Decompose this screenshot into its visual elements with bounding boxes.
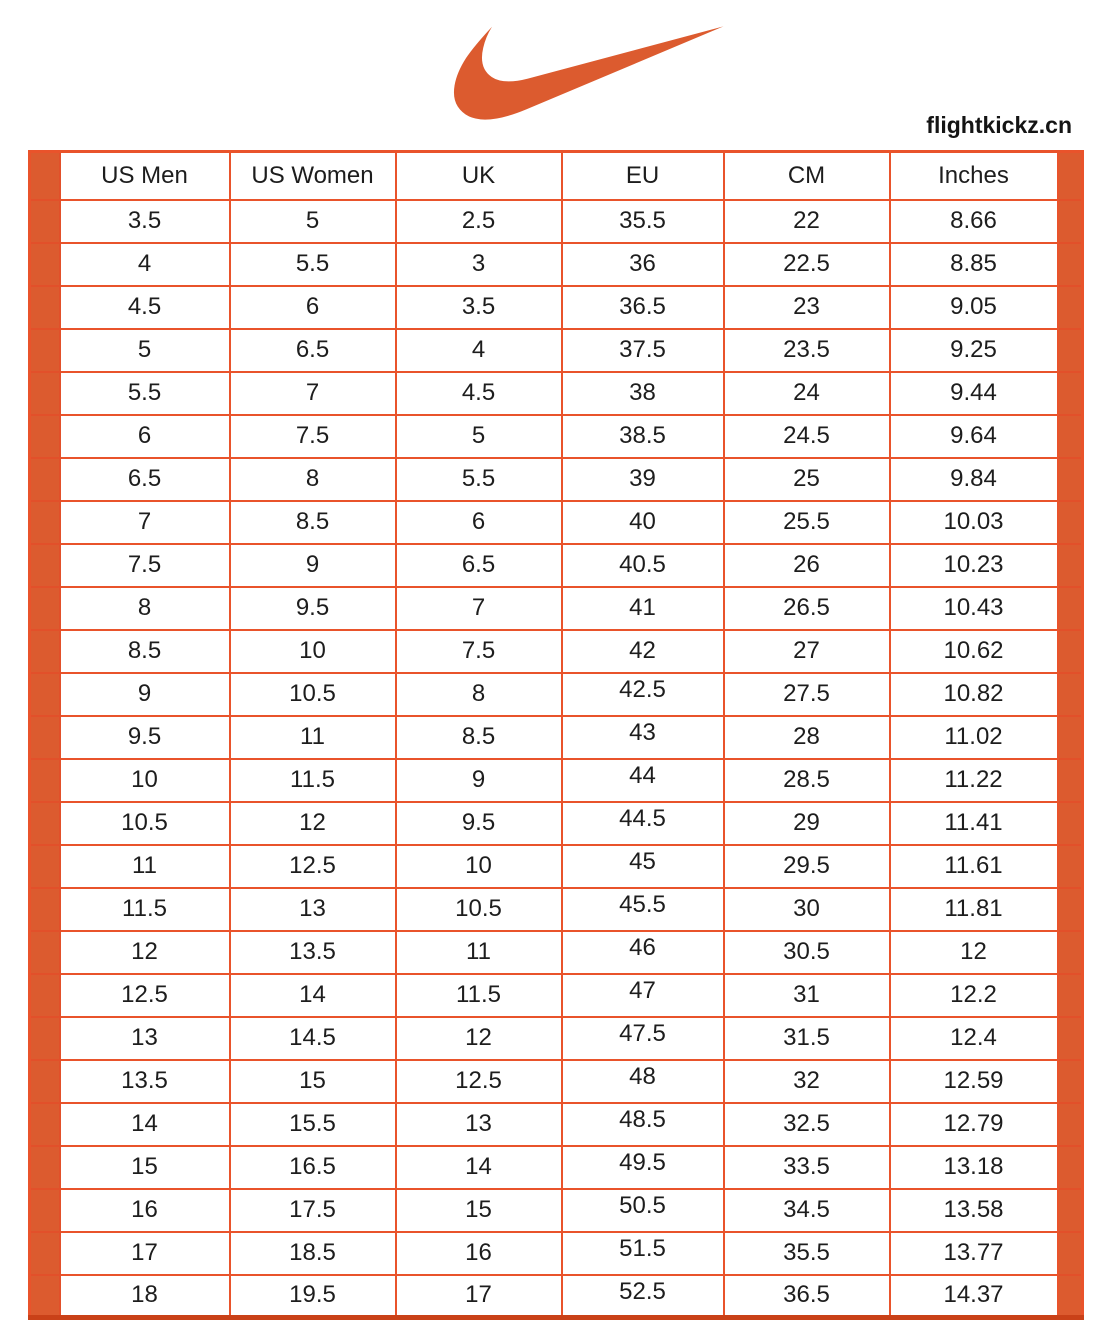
accent-bar-cell [30, 630, 60, 673]
accent-bar-cell [1058, 716, 1083, 759]
accent-bar-cell [1058, 587, 1083, 630]
size-cell: 16 [396, 1232, 562, 1275]
size-cell: 42.5 [562, 673, 724, 716]
size-cell: 14 [60, 1103, 230, 1146]
accent-bar-cell [30, 1275, 60, 1318]
accent-bar-cell [1058, 1232, 1083, 1275]
size-cell: 14 [230, 974, 396, 1017]
accent-bar-cell [1058, 286, 1083, 329]
table-row [30, 1017, 1083, 1060]
size-cell: 14.5 [230, 1017, 396, 1060]
accent-bar-cell [30, 802, 60, 845]
size-cell: 10.5 [60, 802, 230, 845]
size-cell: 34.5 [724, 1189, 890, 1232]
accent-bar-cell [1058, 200, 1083, 243]
table-row [30, 1103, 1083, 1146]
size-cell: 13 [230, 888, 396, 931]
size-cell: 8 [60, 587, 230, 630]
size-cell: 51.5 [562, 1232, 724, 1275]
size-cell: 45 [562, 845, 724, 888]
size-cell: 5.5 [60, 372, 230, 415]
accent-bar-cell [1058, 974, 1083, 1017]
size-cell: 10.23 [890, 544, 1058, 587]
accent-bar-cell [1058, 1275, 1083, 1318]
size-conversion-table [28, 150, 1084, 1320]
table-row [30, 673, 1083, 716]
size-cell: 22.5 [724, 243, 890, 286]
size-cell: 6 [396, 501, 562, 544]
size-cell: 10.82 [890, 673, 1058, 716]
accent-bar-cell [30, 152, 60, 200]
size-cell: 10 [396, 845, 562, 888]
size-cell: 32 [724, 1060, 890, 1103]
size-cell: 5 [396, 415, 562, 458]
column-header: UK [396, 152, 562, 200]
size-cell: 12 [396, 1017, 562, 1060]
size-cell: 16 [60, 1189, 230, 1232]
size-cell: 40.5 [562, 544, 724, 587]
table-row [30, 286, 1083, 329]
size-cell: 44 [562, 759, 724, 802]
size-cell: 13.77 [890, 1232, 1058, 1275]
column-header: Inches [890, 152, 1058, 200]
size-cell: 9.05 [890, 286, 1058, 329]
size-cell: 8 [230, 458, 396, 501]
size-cell: 11.81 [890, 888, 1058, 931]
table-row [30, 329, 1083, 372]
table-row [30, 931, 1083, 974]
size-cell: 6.5 [396, 544, 562, 587]
size-cell: 9 [60, 673, 230, 716]
size-cell: 30.5 [724, 931, 890, 974]
accent-bar-cell [30, 1017, 60, 1060]
size-cell: 3 [396, 243, 562, 286]
size-cell: 11.5 [396, 974, 562, 1017]
accent-bar-cell [30, 931, 60, 974]
accent-bar-cell [30, 1232, 60, 1275]
size-cell: 48 [562, 1060, 724, 1103]
size-cell: 40 [562, 501, 724, 544]
table-row [30, 845, 1083, 888]
size-cell: 27.5 [724, 673, 890, 716]
size-cell: 8.5 [230, 501, 396, 544]
size-cell: 27 [724, 630, 890, 673]
header-row [30, 152, 1083, 200]
accent-bar-cell [30, 1146, 60, 1189]
accent-bar-cell [1058, 152, 1083, 200]
size-cell: 10.62 [890, 630, 1058, 673]
size-cell: 18.5 [230, 1232, 396, 1275]
size-cell: 12.5 [60, 974, 230, 1017]
size-cell: 42 [562, 630, 724, 673]
accent-bar-cell [30, 673, 60, 716]
size-cell: 7 [60, 501, 230, 544]
size-cell: 15 [230, 1060, 396, 1103]
accent-bar-cell [1058, 1189, 1083, 1232]
size-cell: 14 [396, 1146, 562, 1189]
table-row [30, 888, 1083, 931]
size-cell: 23.5 [724, 329, 890, 372]
size-cell: 12 [890, 931, 1058, 974]
accent-bar-cell [1058, 1060, 1083, 1103]
size-cell: 12.5 [396, 1060, 562, 1103]
size-cell: 52.5 [562, 1275, 724, 1318]
table-row [30, 200, 1083, 243]
table-row [30, 372, 1083, 415]
column-header: US Men [60, 152, 230, 200]
accent-bar-cell [1058, 372, 1083, 415]
size-cell: 11 [396, 931, 562, 974]
size-cell: 13.5 [230, 931, 396, 974]
size-cell: 9.5 [230, 587, 396, 630]
accent-bar-cell [1058, 329, 1083, 372]
size-cell: 26.5 [724, 587, 890, 630]
accent-bar-cell [1058, 458, 1083, 501]
size-cell: 28.5 [724, 759, 890, 802]
table-row [30, 544, 1083, 587]
size-cell: 12.5 [230, 845, 396, 888]
size-cell: 13.18 [890, 1146, 1058, 1189]
table-row [30, 802, 1083, 845]
size-cell: 8.85 [890, 243, 1058, 286]
size-cell: 6 [230, 286, 396, 329]
size-cell: 25 [724, 458, 890, 501]
size-cell: 10.03 [890, 501, 1058, 544]
size-cell: 11.02 [890, 716, 1058, 759]
size-cell: 7 [230, 372, 396, 415]
accent-bar-cell [30, 759, 60, 802]
size-cell: 6.5 [230, 329, 396, 372]
size-cell: 4.5 [60, 286, 230, 329]
accent-bar-cell [30, 415, 60, 458]
size-cell: 5 [60, 329, 230, 372]
size-cell: 24.5 [724, 415, 890, 458]
size-cell: 29.5 [724, 845, 890, 888]
size-cell: 8 [396, 673, 562, 716]
size-cell: 13.58 [890, 1189, 1058, 1232]
size-cell: 5 [230, 200, 396, 243]
size-cell: 3.5 [60, 200, 230, 243]
size-cell: 7.5 [230, 415, 396, 458]
size-cell: 38.5 [562, 415, 724, 458]
size-cell: 47 [562, 974, 724, 1017]
accent-bar-cell [1058, 243, 1083, 286]
accent-bar-cell [1058, 1103, 1083, 1146]
size-cell: 39 [562, 458, 724, 501]
table-row [30, 716, 1083, 759]
size-cell: 36.5 [724, 1275, 890, 1318]
accent-bar-cell [1058, 630, 1083, 673]
size-cell: 10.43 [890, 587, 1058, 630]
size-cell: 30 [724, 888, 890, 931]
size-cell: 11.5 [230, 759, 396, 802]
accent-bar-cell [30, 329, 60, 372]
accent-bar-cell [1058, 501, 1083, 544]
size-cell: 8.66 [890, 200, 1058, 243]
table-row [30, 630, 1083, 673]
size-cell: 11.41 [890, 802, 1058, 845]
size-cell: 12 [60, 931, 230, 974]
size-cell: 47.5 [562, 1017, 724, 1060]
accent-bar-cell [1058, 1017, 1083, 1060]
table-row [30, 501, 1083, 544]
size-cell: 9.64 [890, 415, 1058, 458]
size-cell: 13 [396, 1103, 562, 1146]
table-body [30, 200, 1083, 1318]
size-cell: 14.37 [890, 1275, 1058, 1318]
accent-bar-cell [30, 1189, 60, 1232]
table-row [30, 1146, 1083, 1189]
table-row [30, 974, 1083, 1017]
size-cell: 2.5 [396, 200, 562, 243]
size-cell: 4 [60, 243, 230, 286]
size-cell: 7.5 [60, 544, 230, 587]
accent-bar-cell [30, 716, 60, 759]
size-cell: 7.5 [396, 630, 562, 673]
size-cell: 15 [396, 1189, 562, 1232]
accent-bar-cell [30, 1103, 60, 1146]
accent-bar-cell [30, 286, 60, 329]
table-row [30, 759, 1083, 802]
size-cell: 13 [60, 1017, 230, 1060]
accent-bar-cell [1058, 802, 1083, 845]
size-cell: 11.22 [890, 759, 1058, 802]
size-cell: 12.4 [890, 1017, 1058, 1060]
accent-bar-cell [1058, 888, 1083, 931]
table-row [30, 1232, 1083, 1275]
size-cell: 9.25 [890, 329, 1058, 372]
size-cell: 10.5 [230, 673, 396, 716]
size-cell: 12.59 [890, 1060, 1058, 1103]
size-cell: 43 [562, 716, 724, 759]
size-cell: 12 [230, 802, 396, 845]
size-cell: 5.5 [230, 243, 396, 286]
size-cell: 4.5 [396, 372, 562, 415]
size-cell: 36.5 [562, 286, 724, 329]
size-cell: 11 [60, 845, 230, 888]
nike-swoosh-logo [452, 26, 724, 120]
table-row [30, 415, 1083, 458]
size-cell: 33.5 [724, 1146, 890, 1189]
size-cell: 31.5 [724, 1017, 890, 1060]
size-cell: 32.5 [724, 1103, 890, 1146]
size-cell: 11.61 [890, 845, 1058, 888]
size-cell: 6 [60, 415, 230, 458]
size-cell: 17.5 [230, 1189, 396, 1232]
accent-bar-cell [1058, 673, 1083, 716]
accent-bar-cell [1058, 544, 1083, 587]
accent-bar-cell [30, 888, 60, 931]
size-cell: 16.5 [230, 1146, 396, 1189]
accent-bar-cell [30, 458, 60, 501]
size-cell: 3.5 [396, 286, 562, 329]
table-row [30, 587, 1083, 630]
size-cell: 50.5 [562, 1189, 724, 1232]
size-cell: 8.5 [60, 630, 230, 673]
size-cell: 13.5 [60, 1060, 230, 1103]
size-cell: 9 [396, 759, 562, 802]
size-cell: 31 [724, 974, 890, 1017]
size-cell: 10 [60, 759, 230, 802]
column-header: EU [562, 152, 724, 200]
size-cell: 6.5 [60, 458, 230, 501]
size-cell: 48.5 [562, 1103, 724, 1146]
column-header: CM [724, 152, 890, 200]
accent-bar-cell [30, 501, 60, 544]
size-cell: 26 [724, 544, 890, 587]
size-cell: 46 [562, 931, 724, 974]
size-cell: 10 [230, 630, 396, 673]
size-cell: 9.5 [60, 716, 230, 759]
accent-bar-cell [30, 243, 60, 286]
table-row [30, 1060, 1083, 1103]
size-cell: 5.5 [396, 458, 562, 501]
accent-bar-cell [1058, 845, 1083, 888]
accent-bar-cell [30, 200, 60, 243]
accent-bar-cell [1058, 415, 1083, 458]
size-cell: 22 [724, 200, 890, 243]
size-cell: 25.5 [724, 501, 890, 544]
accent-bar-cell [1058, 1146, 1083, 1189]
size-cell: 11.5 [60, 888, 230, 931]
size-cell: 19.5 [230, 1275, 396, 1318]
table-row [30, 1189, 1083, 1232]
size-cell: 10.5 [396, 888, 562, 931]
site-name: flightkickz.cn [926, 112, 1072, 138]
size-cell: 29 [724, 802, 890, 845]
size-cell: 12.2 [890, 974, 1058, 1017]
size-cell: 17 [396, 1275, 562, 1318]
column-header: US Women [230, 152, 396, 200]
size-cell: 36 [562, 243, 724, 286]
size-cell: 35.5 [562, 200, 724, 243]
size-cell: 24 [724, 372, 890, 415]
accent-bar-cell [30, 587, 60, 630]
accent-bar-cell [30, 1060, 60, 1103]
size-cell: 17 [60, 1232, 230, 1275]
size-cell: 44.5 [562, 802, 724, 845]
size-cell: 4 [396, 329, 562, 372]
accent-bar-cell [30, 544, 60, 587]
size-cell: 11 [230, 716, 396, 759]
size-cell: 7 [396, 587, 562, 630]
size-cell: 28 [724, 716, 890, 759]
table-row [30, 458, 1083, 501]
size-cell: 12.79 [890, 1103, 1058, 1146]
size-cell: 41 [562, 587, 724, 630]
size-cell: 37.5 [562, 329, 724, 372]
size-cell: 45.5 [562, 888, 724, 931]
accent-bar-cell [1058, 759, 1083, 802]
size-cell: 15.5 [230, 1103, 396, 1146]
size-cell: 8.5 [396, 716, 562, 759]
table-row [30, 243, 1083, 286]
accent-bar-cell [30, 372, 60, 415]
accent-bar-cell [30, 845, 60, 888]
accent-bar-cell [1058, 931, 1083, 974]
size-cell: 38 [562, 372, 724, 415]
size-cell: 35.5 [724, 1232, 890, 1275]
size-cell: 9 [230, 544, 396, 587]
size-cell: 49.5 [562, 1146, 724, 1189]
size-cell: 9.44 [890, 372, 1058, 415]
size-cell: 9.5 [396, 802, 562, 845]
size-cell: 15 [60, 1146, 230, 1189]
size-cell: 9.84 [890, 458, 1058, 501]
size-cell: 23 [724, 286, 890, 329]
size-cell: 18 [60, 1275, 230, 1318]
accent-bar-cell [30, 974, 60, 1017]
table-row [30, 1275, 1083, 1318]
